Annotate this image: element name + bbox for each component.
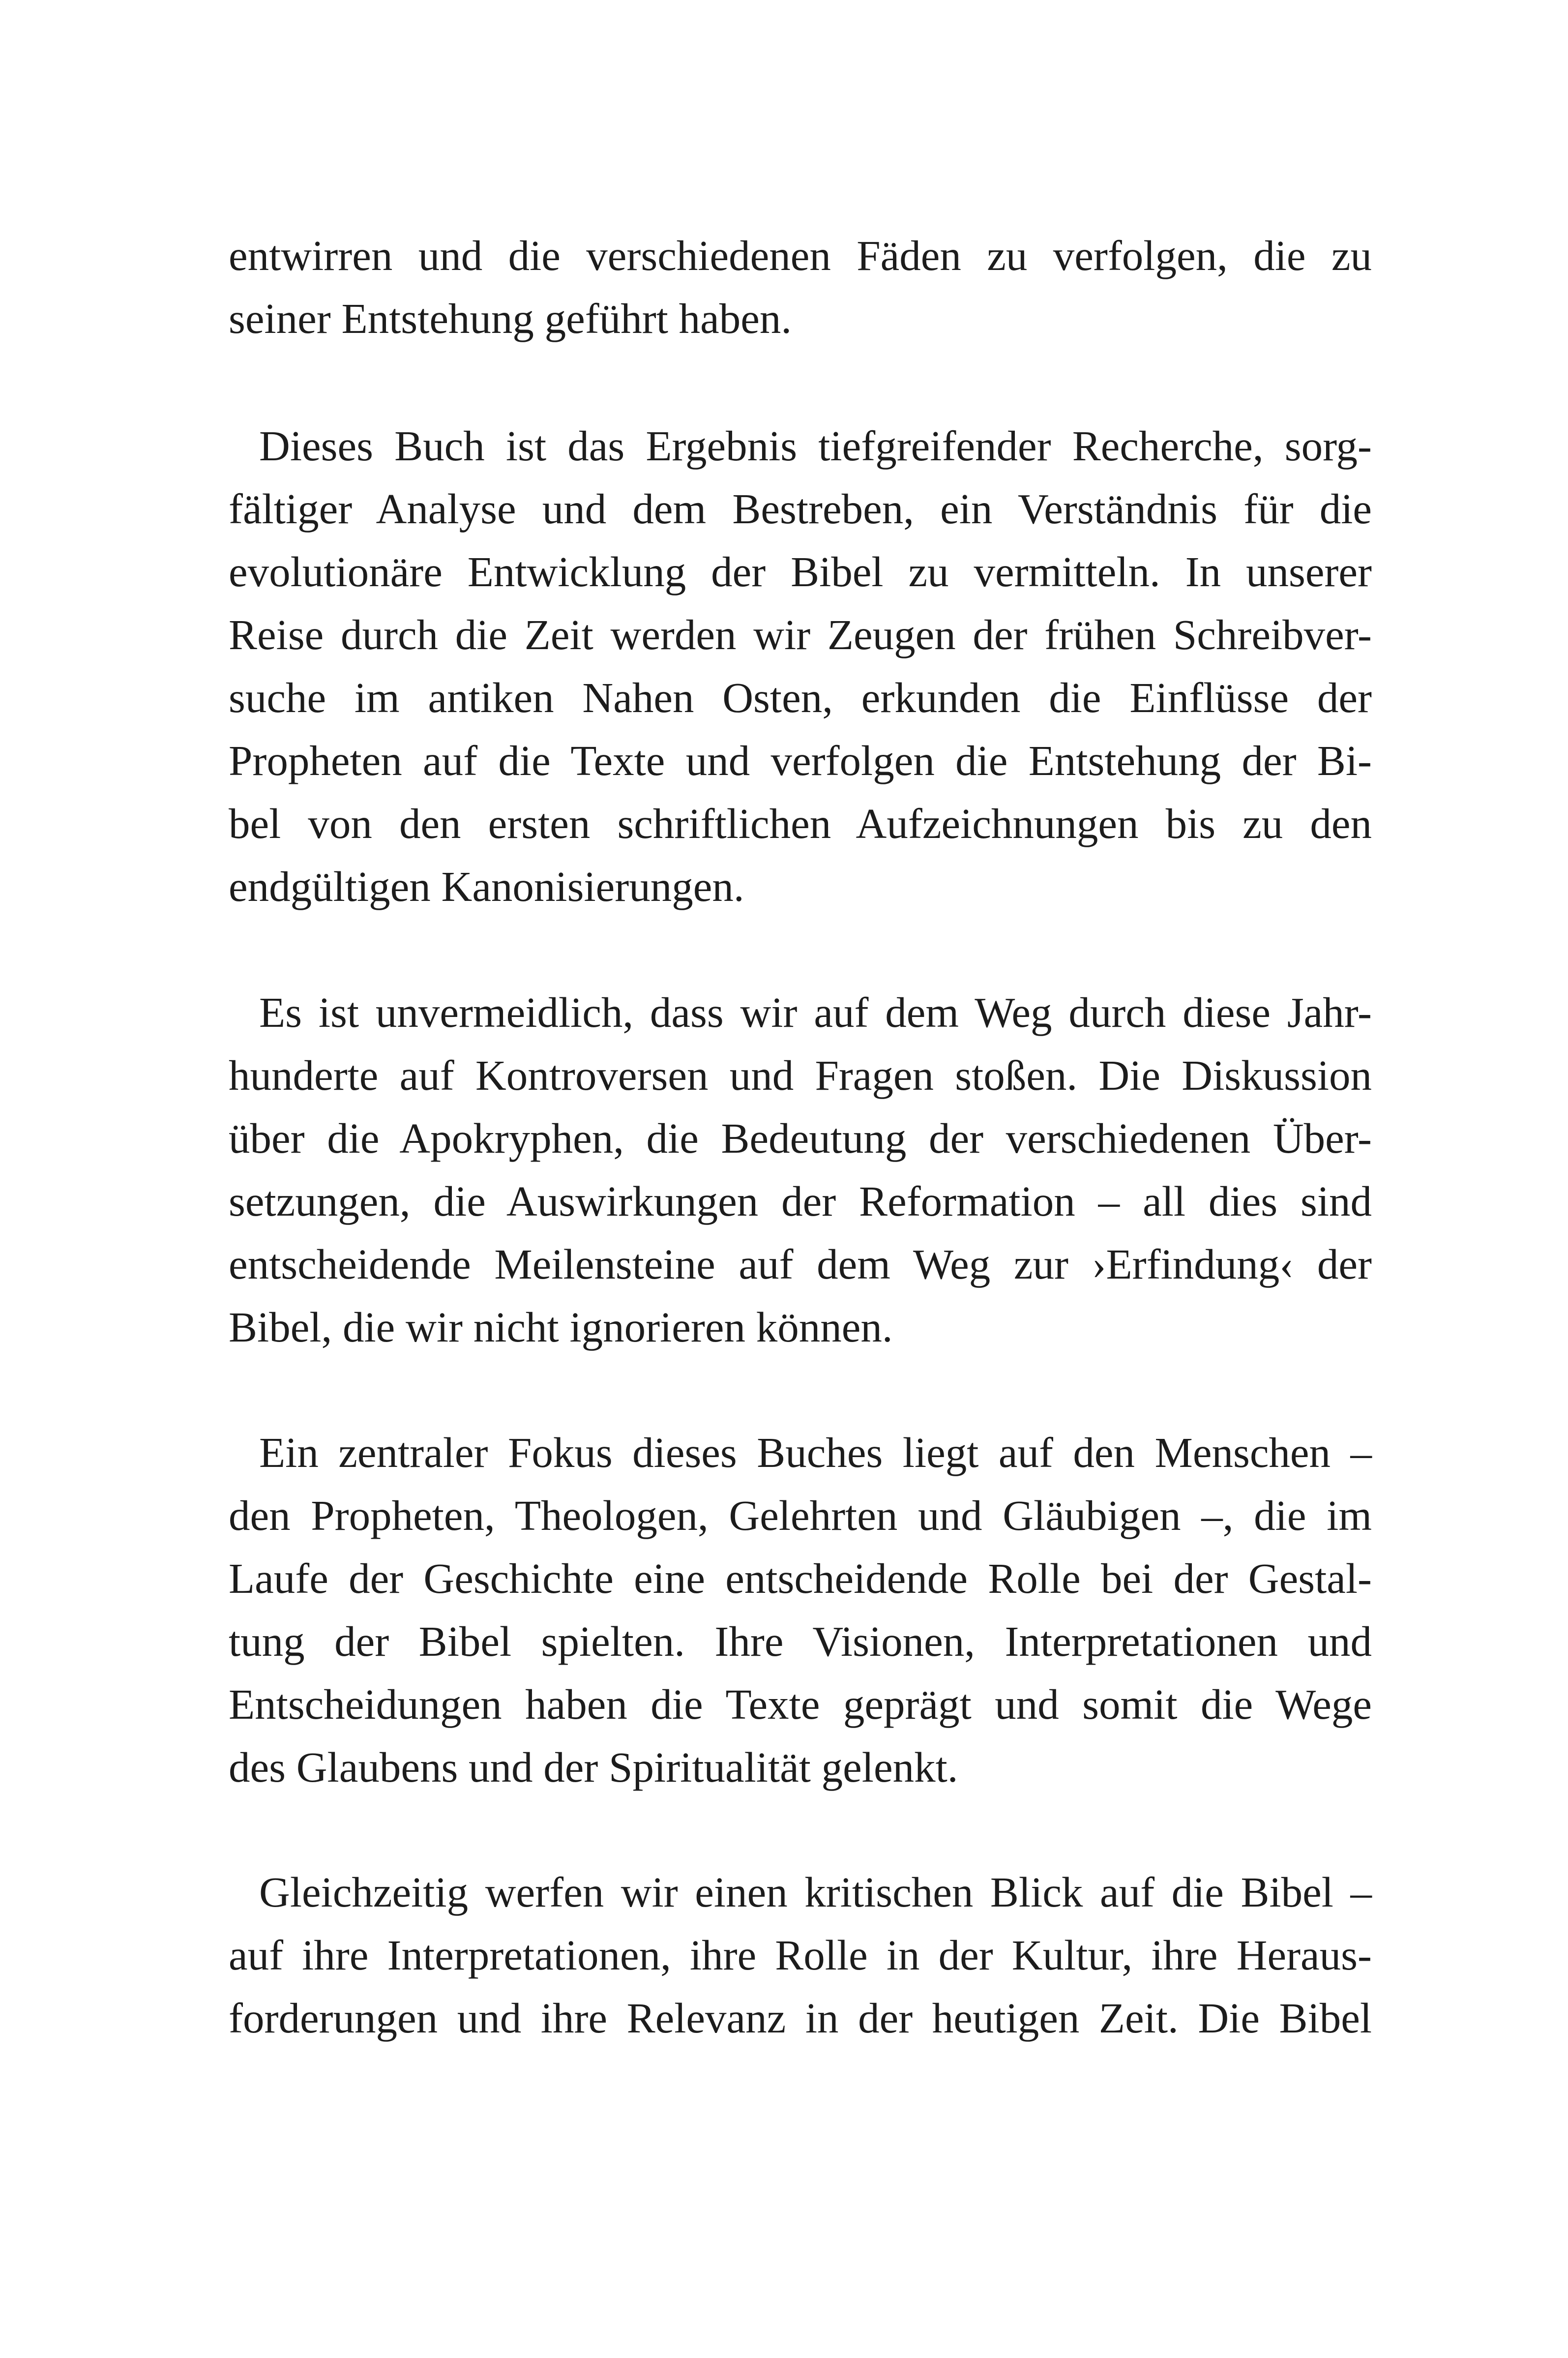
text-line: Gleichzeitig werfen wir einen kritischen Blick auf die Bibel – — [259, 1868, 1372, 1916]
paragraph-2 — [229, 415, 1372, 918]
text-line: Propheten auf die Texte und verfolgen die Entstehung der Bi- — [229, 737, 1372, 784]
text-line: bel von den ersten schriftlichen Aufzeichnungen bis zu den — [229, 800, 1372, 847]
text-line: setzungen, die Auswirkungen der Reformation – all dies sind — [229, 1177, 1372, 1225]
text-line: Es ist unvermeidlich, dass wir auf dem Weg durch diese Jahr- — [259, 988, 1372, 1036]
text-line: fältiger Analyse und dem Bestreben, ein Verständnis für die — [229, 485, 1372, 533]
text-line: Reise durch die Zeit werden wir Zeugen der frühen Schreibver- — [229, 611, 1372, 658]
text-line: Entscheidungen haben die Texte geprägt und somit die Wege — [229, 1680, 1372, 1728]
text-line: entwirren und die verschiedenen Fäden zu verfolgen, die zu — [229, 232, 1372, 279]
text-line: Laufe der Geschichte eine entscheidende Rolle bei der Gestal- — [229, 1554, 1372, 1602]
text-line: suche im antiken Nahen Osten, erkunden die Einflüsse der — [229, 674, 1372, 721]
text-line: über die Apokryphen, die Bedeutung der verschiedenen Über- — [229, 1114, 1372, 1162]
text-line: evolutionäre Entwicklung der Bibel zu vermitteln. In unserer — [229, 548, 1372, 596]
paragraph-4 — [229, 1421, 1372, 1799]
text-line: den Propheten, Theologen, Gelehrten und Gläubigen –, die im — [229, 1492, 1372, 1539]
text-line: endgültigen Kanonisierungen. — [229, 863, 744, 910]
text-line: Bibel, die wir nicht ignorieren können. — [229, 1303, 893, 1351]
text-line: Ein zentraler Fokus dieses Buches liegt auf den Menschen – — [259, 1429, 1372, 1476]
text-line: hunderte auf Kontroversen und Fragen stoßen. Die Diskussion — [229, 1051, 1372, 1099]
text-line: forderungen und ihre Relevanz in der heutigen Zeit. Die Bibel — [229, 1994, 1372, 2042]
text-line: entscheidende Meilensteine auf dem Weg zur ›Erfindung‹ der — [229, 1240, 1372, 1288]
paragraph-3 — [229, 981, 1372, 1359]
paragraph-1 — [229, 224, 1372, 350]
text-line: Dieses Buch ist das Ergebnis tiefgreifender Recherche, sorg- — [259, 422, 1372, 470]
text-line: auf ihre Interpretationen, ihre Rolle in der Kultur, ihre Heraus- — [229, 1931, 1372, 1979]
text-line: seiner Entstehung geführt haben. — [229, 295, 792, 342]
paragraph-5 — [229, 1861, 1372, 2050]
text-line: des Glaubens und der Spiritualität gelenkt. — [229, 1743, 958, 1791]
text-line: tung der Bibel spielten. Ihre Visionen, Interpretationen und — [229, 1617, 1372, 1665]
